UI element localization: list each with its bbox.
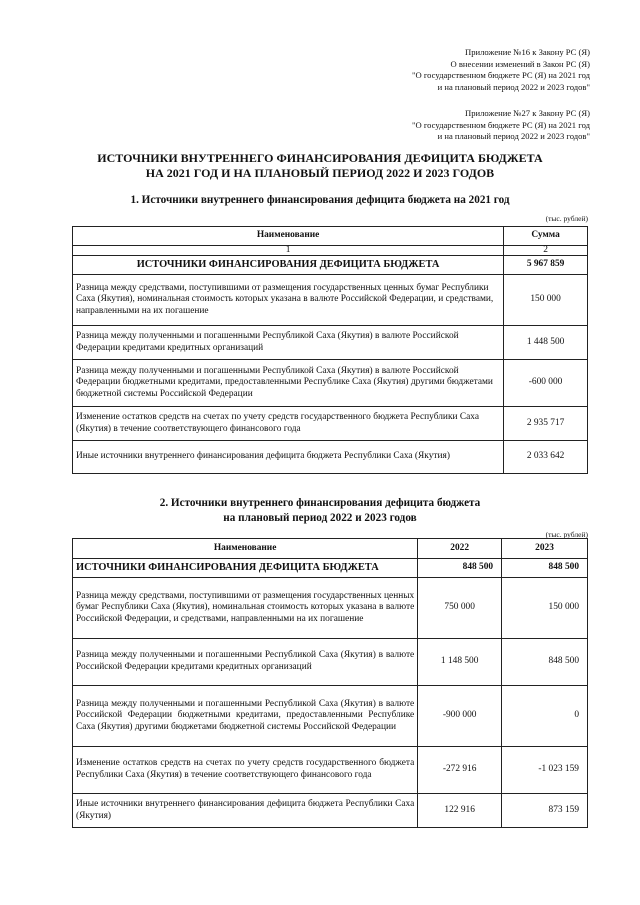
appendix-16-note	[412, 47, 590, 93]
table-row	[73, 326, 588, 360]
row-2022: 122 916	[418, 794, 502, 828]
index-cell: 1	[73, 246, 504, 256]
row-name: Иные источники внутреннего финансирования дефицита бюджета Республики Саха (Якутия)	[73, 441, 504, 474]
table-row	[73, 275, 588, 326]
row-name: Разница между средствами, поступившими от размещения государственных ценных бумаг Республики Саха (Якутия), номинальная стоимость которых указана в валюте Российской Федерации, и средствами, направленными на их погашение	[73, 275, 504, 326]
table-row	[73, 578, 588, 639]
appendix-line: О внесении изменений в Закон РС (Я)	[450, 58, 590, 69]
row-2022: 1 148 500	[418, 639, 502, 686]
section1-unit: (тыс. рублей)	[545, 214, 588, 223]
header-sum: Сумма	[504, 227, 588, 246]
title-line: НА 2021 ГОД И НА ПЛАНОВЫЙ ПЕРИОД 2022 И 2023 ГОДОВ	[145, 166, 495, 180]
total-row	[73, 559, 588, 578]
row-sum: 150 000	[504, 275, 588, 326]
table-row	[73, 686, 588, 747]
header-2022: 2022	[418, 539, 502, 559]
section2-title-line: на плановый период 2022 и 2023 годов	[223, 512, 417, 524]
total-row	[73, 256, 588, 275]
appendix-line: "О государственном бюджете РС (Я) на 2021 год	[411, 70, 590, 80]
table-row	[73, 747, 588, 794]
row-2022: -272 916	[418, 747, 502, 794]
row-name: Разница между полученными и погашенными Республикой Саха (Якутия) в валюте Российской Федерации бюджетными кредитами, предоставленными Республике Саха (Якутия) другими бюджетами бюджетной системы Российской Федерации	[73, 686, 418, 747]
total-2022: 848 500	[418, 559, 502, 578]
section2-title-line: 2. Источники внутреннего финансирования дефицита бюджета	[159, 497, 481, 509]
row-name: Иные источники внутреннего финансирования дефицита бюджета Республики Саха (Якутия)	[73, 794, 418, 828]
row-name: Изменение остатков средств на счетах по учету средств государственного бюджета Республики Саха (Якутия) в течение соответствующего финансового года	[73, 747, 418, 794]
appendix-27-note	[412, 108, 590, 143]
row-2023: 0	[502, 686, 588, 747]
index-row	[73, 246, 588, 256]
row-2023: -1 023 159	[502, 747, 588, 794]
section2-unit: (тыс. рублей)	[545, 530, 588, 539]
total-name: ИСТОЧНИКИ ФИНАНСИРОВАНИЯ ДЕФИЦИТА БЮДЖЕТА	[73, 256, 504, 275]
appendix-line: и на плановый период 2022 и 2023 годов"	[437, 81, 590, 92]
table-row	[73, 639, 588, 686]
header-name: Наименование	[73, 227, 504, 246]
row-sum: 1 448 500	[504, 326, 588, 360]
appendix-line: Приложение №16 к Закону РС (Я)	[465, 47, 590, 57]
row-name: Разница между средствами, поступившими от размещения государственных ценных бумаг Республики Саха (Якутия), номинальная стоимость которых указана в валюте Российской Федерации, и средствами, направленными на их погашение	[73, 578, 418, 639]
row-name: Разница между полученными и погашенными Республикой Саха (Якутия) в валюте Российской Федерации бюджетными кредитами, предоставленными Республике Саха (Якутия) другими бюджетами бюджетной системы Российской Федерации	[73, 360, 504, 407]
row-sum: 2 033 642	[504, 441, 588, 474]
row-sum: -600 000	[504, 360, 588, 407]
total-2023: 848 500	[502, 559, 588, 578]
row-name: Изменение остатков средств на счетах по учету средств государственного бюджета Республики Саха (Якутия) в течение соответствующего финансового года	[73, 407, 504, 441]
row-2023: 150 000	[502, 578, 588, 639]
section1-title-text: 1. Источники внутреннего финансирования дефицита бюджета на 2021 год	[130, 194, 510, 206]
table-header-row	[73, 227, 588, 246]
table-header-row	[73, 539, 588, 559]
total-sum: 5 967 859	[504, 256, 588, 275]
total-name: ИСТОЧНИКИ ФИНАНСИРОВАНИЯ ДЕФИЦИТА БЮДЖЕТА	[73, 559, 418, 578]
table-row	[73, 407, 588, 441]
row-name: Разница между полученными и погашенными Республикой Саха (Якутия) в валюте Российской Федерации кредитами кредитных организаций	[73, 639, 418, 686]
title-line: ИСТОЧНИКИ ВНУТРЕННЕГО ФИНАНСИРОВАНИЯ ДЕФИЦИТА БЮДЖЕТА	[97, 151, 543, 165]
section2-title	[0, 496, 640, 526]
row-name: Разница между полученными и погашенными Республикой Саха (Якутия) в валюте Российской Федерации кредитами кредитных организаций	[73, 326, 504, 360]
header-name: Наименование	[73, 539, 418, 559]
table-row	[73, 360, 588, 407]
row-2023: 848 500	[502, 639, 588, 686]
section1-table	[72, 226, 588, 474]
section2-table	[72, 538, 588, 828]
header-2023: 2023	[502, 539, 588, 559]
index-cell: 2	[504, 246, 588, 256]
row-2023: 873 159	[502, 794, 588, 828]
row-2022: -900 000	[418, 686, 502, 747]
row-2022: 750 000	[418, 578, 502, 639]
appendix-line: Приложение №27 к Закону РС (Я)	[465, 108, 590, 118]
appendix-line: и на плановый период 2022 и 2023 годов"	[437, 131, 590, 141]
section1-title	[0, 193, 640, 208]
table-row	[73, 794, 588, 828]
row-sum: 2 935 717	[504, 407, 588, 441]
appendix-line: "О государственном бюджете РС (Я) на 2021 год	[411, 119, 590, 130]
table-row	[73, 441, 588, 474]
document-title	[0, 151, 640, 181]
